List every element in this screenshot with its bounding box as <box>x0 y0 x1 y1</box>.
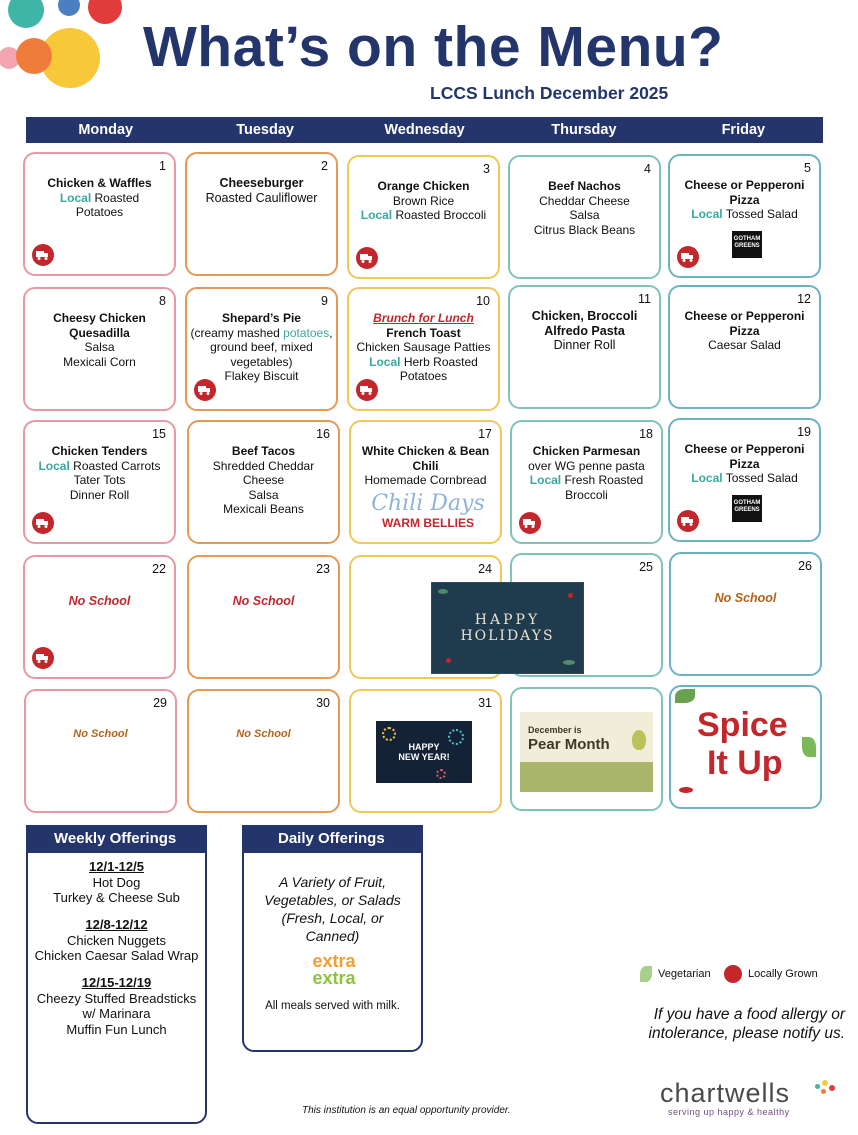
firework-2 <box>448 729 464 745</box>
extra-logo-line-2: extra <box>312 968 356 988</box>
side: ground beef, mixed vegetables) <box>210 340 313 369</box>
entree: Chicken Parmesan <box>532 444 641 458</box>
date-number: 24 <box>478 562 492 576</box>
date-number: 19 <box>797 425 811 439</box>
date-number: 10 <box>476 294 490 308</box>
side: Roasted Cauliflower <box>205 190 318 205</box>
pear-month-line-1: December is <box>528 725 582 735</box>
day-cell-2 <box>185 152 338 276</box>
pear-illustration <box>520 762 653 792</box>
milk-note: All meals served with milk. <box>265 1000 400 1012</box>
day-cell-19 <box>668 418 821 542</box>
date-number: 31 <box>478 696 492 710</box>
date-number: 8 <box>159 294 166 308</box>
chartwells-logo: chartwells <box>660 1078 791 1108</box>
locally-grown-icon <box>32 244 54 266</box>
holiday-text-2: HOLIDAYS <box>460 628 555 644</box>
no-school-label: No School <box>714 591 777 605</box>
date-number: 25 <box>639 560 653 574</box>
pear-month-cell <box>510 687 663 811</box>
entree: Chicken, Broccoli Alfredo Pasta <box>531 309 638 338</box>
side: Broccoli <box>565 487 608 502</box>
week-dates: 12/15-12/19 <box>81 975 152 990</box>
happy-holidays-graphic <box>431 582 584 674</box>
day-cell-26 <box>669 552 822 676</box>
day-cell-29 <box>24 689 177 813</box>
pear-icon <box>632 730 646 750</box>
spice-text-2: It Up <box>707 744 783 782</box>
weekday-header <box>26 117 823 143</box>
day-cell-23 <box>187 555 340 679</box>
day-cell-18 <box>510 420 663 544</box>
entree: Shepard’s Pie <box>222 311 301 325</box>
pear-month-graphic <box>520 712 653 792</box>
herb-leaf-icon <box>675 689 695 703</box>
date-number: 29 <box>153 696 167 710</box>
herb-leaf-icon <box>802 737 816 757</box>
entree: Chicken & Waffles <box>47 176 152 190</box>
day-cell-12 <box>668 285 821 409</box>
side: Potatoes <box>399 369 448 384</box>
side: Homemade Cornbread <box>364 473 487 488</box>
local-label: Local <box>38 458 70 473</box>
weekly-offerings-title: Weekly Offerings <box>26 825 207 853</box>
holiday-text-1: HAPPY <box>474 612 541 628</box>
day-thursday: Thursday <box>551 122 617 138</box>
side: Roasted Carrots <box>69 458 161 473</box>
entree: Beef Tacos <box>231 444 296 458</box>
firework-3 <box>436 769 446 779</box>
weekly-offerings-box <box>26 825 207 1124</box>
date-number: 9 <box>321 294 328 308</box>
side: Brown Rice <box>392 193 455 208</box>
side: Citrus Black Beans <box>533 222 636 237</box>
equal-opportunity-statement: This institution is an equal opportunity provider. <box>302 1105 511 1116</box>
logo-dot <box>822 1080 828 1086</box>
no-school-label: No School <box>236 728 291 740</box>
day-cell-10 <box>347 287 500 411</box>
day-cell-17 <box>349 420 502 544</box>
locally-grown-icon <box>724 965 742 983</box>
day-cell-1 <box>23 152 176 276</box>
daily-offerings-title: Daily Offerings <box>242 825 423 853</box>
side: Chicken Sausage Patties <box>356 340 491 355</box>
logo-dot <box>815 1084 820 1089</box>
decor-berry-2 <box>446 658 451 663</box>
weekly-item: Chicken Nuggets <box>67 932 166 948</box>
no-school-label: No School <box>232 594 295 608</box>
date-number: 2 <box>321 159 328 173</box>
daily-offerings-box <box>242 825 423 1052</box>
day-cell-31 <box>349 689 502 813</box>
day-cell-4 <box>508 155 661 279</box>
entree: Cheeseburger <box>219 176 304 190</box>
firework-1 <box>382 727 396 741</box>
weekly-item: Hot Dog <box>92 874 141 890</box>
side: Caesar Salad <box>708 338 781 353</box>
page-title: What’s on the Menu? <box>143 15 724 79</box>
date-number: 3 <box>483 162 490 176</box>
decor-leaf-2 <box>563 660 575 665</box>
day-cell-5 <box>668 154 821 278</box>
legend-local-label: Locally Grown <box>748 968 818 980</box>
side: Herb Roasted <box>400 354 478 369</box>
date-number: 1 <box>159 159 166 173</box>
page-subtitle: LCCS Lunch December 2025 <box>430 83 669 103</box>
entree: Cheesy Chicken Quesadilla <box>53 311 146 340</box>
side: Tossed Salad <box>722 207 798 222</box>
date-number: 17 <box>478 427 492 441</box>
locally-grown-icon <box>519 512 541 534</box>
local-label: Local <box>691 207 723 222</box>
chili-days-text: Chili Days <box>371 491 485 516</box>
side: Salsa <box>248 487 279 502</box>
gotham-greens-logo: GOTHAM GREENS <box>732 495 762 522</box>
weekly-item: w/ Marinara <box>82 1006 151 1021</box>
decor-dot-blue <box>58 0 80 16</box>
day-cell-9 <box>185 287 338 411</box>
weekly-item: Chicken Caesar Salad Wrap <box>34 948 199 963</box>
day-monday: Monday <box>78 122 134 138</box>
day-cell-15 <box>23 420 176 544</box>
date-number: 23 <box>316 562 330 576</box>
locally-grown-icon <box>194 379 216 401</box>
week-dates: 12/8-12/12 <box>85 917 148 932</box>
side: , <box>329 325 333 340</box>
side: Roasted Broccoli <box>392 208 487 223</box>
gotham-greens-logo: GOTHAM GREENS <box>732 231 762 258</box>
new-year-text-1: HAPPY <box>408 742 440 752</box>
decor-dot-red <box>88 0 122 24</box>
day-cell-30 <box>187 689 340 813</box>
entree: Cheese or Pepperoni Pizza <box>684 309 805 338</box>
side: Salsa <box>84 340 115 355</box>
locally-grown-icon <box>356 379 378 401</box>
new-year-text-2: NEW YEAR! <box>398 752 450 762</box>
entree: French Toast <box>386 325 461 340</box>
locally-grown-icon <box>677 510 699 532</box>
day-cell-16 <box>187 420 340 544</box>
date-number: 11 <box>638 292 651 306</box>
side: Fresh Roasted <box>561 473 644 488</box>
week-dates: 12/1-12/5 <box>89 859 144 874</box>
entree: White Chicken & Bean Chili <box>361 444 490 473</box>
legend-vegetarian <box>640 966 711 982</box>
date-number: 16 <box>316 427 330 441</box>
pear-month-line-2: Pear Month <box>528 736 610 753</box>
locally-grown-icon <box>32 647 54 669</box>
allergy-notice: If you have a food allergy or intolerance, please notify us. <box>648 1006 845 1042</box>
date-number: 22 <box>152 562 166 576</box>
special-label: Brunch for Lunch <box>373 311 474 325</box>
leaf-icon <box>640 966 652 982</box>
legend-vegetarian-label: Vegetarian <box>658 968 711 980</box>
extra-extra-logo <box>302 953 366 987</box>
local-label: Local <box>529 473 562 488</box>
local-label: Local <box>59 190 92 205</box>
date-number: 5 <box>804 161 811 175</box>
day-cell-3 <box>347 155 500 279</box>
side: Cheddar Cheese <box>539 193 630 208</box>
warm-bellies-text: WARM BELLIES <box>382 516 474 530</box>
date-number: 18 <box>639 427 653 441</box>
logo-dot <box>821 1089 826 1094</box>
side: Mexicali Beans <box>223 502 304 517</box>
entree: Cheese or Pepperoni Pizza <box>684 442 805 471</box>
daily-offerings-text: A Variety of Fruit, Vegetables, or Salads (Fresh, Local, or Canned) <box>264 874 401 944</box>
day-cell-8 <box>23 287 176 411</box>
locally-grown-icon <box>32 512 54 534</box>
side: Tossed Salad <box>722 471 798 486</box>
weekly-item: Turkey & Cheese Sub <box>53 890 180 905</box>
date-number: 30 <box>316 696 330 710</box>
entree: Cheese or Pepperoni Pizza <box>684 178 805 207</box>
day-friday: Friday <box>721 122 766 138</box>
side: Shredded Cheddar Cheese <box>212 458 315 488</box>
legend-local <box>724 965 818 983</box>
day-tuesday: Tuesday <box>236 122 294 138</box>
spice-text-1: Spice <box>697 706 788 744</box>
no-school-label: No School <box>73 728 128 740</box>
day-cell-11 <box>508 285 661 409</box>
locally-grown-icon <box>677 246 699 268</box>
chili-pepper-icon <box>679 787 693 793</box>
side: over WG penne pasta <box>528 458 645 473</box>
locally-grown-icon <box>356 247 378 269</box>
side: Flakey Biscuit <box>224 369 299 384</box>
day-cell-22 <box>23 555 176 679</box>
side: (creamy mashed <box>190 325 284 340</box>
decor-dot-teal <box>8 0 44 28</box>
no-school-label: No School <box>68 594 131 608</box>
local-label: Local <box>691 471 723 486</box>
decor-leaf-1 <box>438 589 448 594</box>
date-number: 4 <box>644 162 651 176</box>
local-label: potatoes <box>283 325 330 340</box>
logo-dot <box>829 1085 835 1091</box>
side: Roasted <box>91 190 140 205</box>
chartwells-logo-dots <box>815 1080 845 1100</box>
weekly-item: Cheezy Stuffed Breadsticks <box>36 990 197 1006</box>
entree: Chicken Tenders <box>51 444 148 458</box>
chartwells-tagline: serving up happy & healthy <box>668 1107 790 1117</box>
weekly-item: Muffin Fun Lunch <box>66 1021 167 1037</box>
side: Potatoes <box>75 205 124 220</box>
side: Dinner Roll <box>69 487 130 502</box>
local-label: Local <box>360 208 393 223</box>
side: Dinner Roll <box>553 338 616 353</box>
local-label: Local <box>369 354 401 369</box>
decor-dot-orange <box>16 38 52 74</box>
new-year-graphic <box>376 721 472 783</box>
spice-it-up-cell <box>669 685 822 809</box>
chili-days-graphic <box>369 492 487 530</box>
date-number: 12 <box>797 292 811 306</box>
entree: Orange Chicken <box>377 179 470 193</box>
decor-berry-1 <box>568 593 573 598</box>
extra-logo-line-1: extra <box>312 951 356 971</box>
entree: Beef Nachos <box>548 179 621 193</box>
side: Salsa <box>569 208 600 223</box>
date-number: 15 <box>152 427 166 441</box>
date-number: 26 <box>798 559 812 573</box>
side: Tater Tots <box>73 473 126 488</box>
side: Mexicali Corn <box>63 354 136 369</box>
day-wednesday: Wednesday <box>384 122 465 138</box>
